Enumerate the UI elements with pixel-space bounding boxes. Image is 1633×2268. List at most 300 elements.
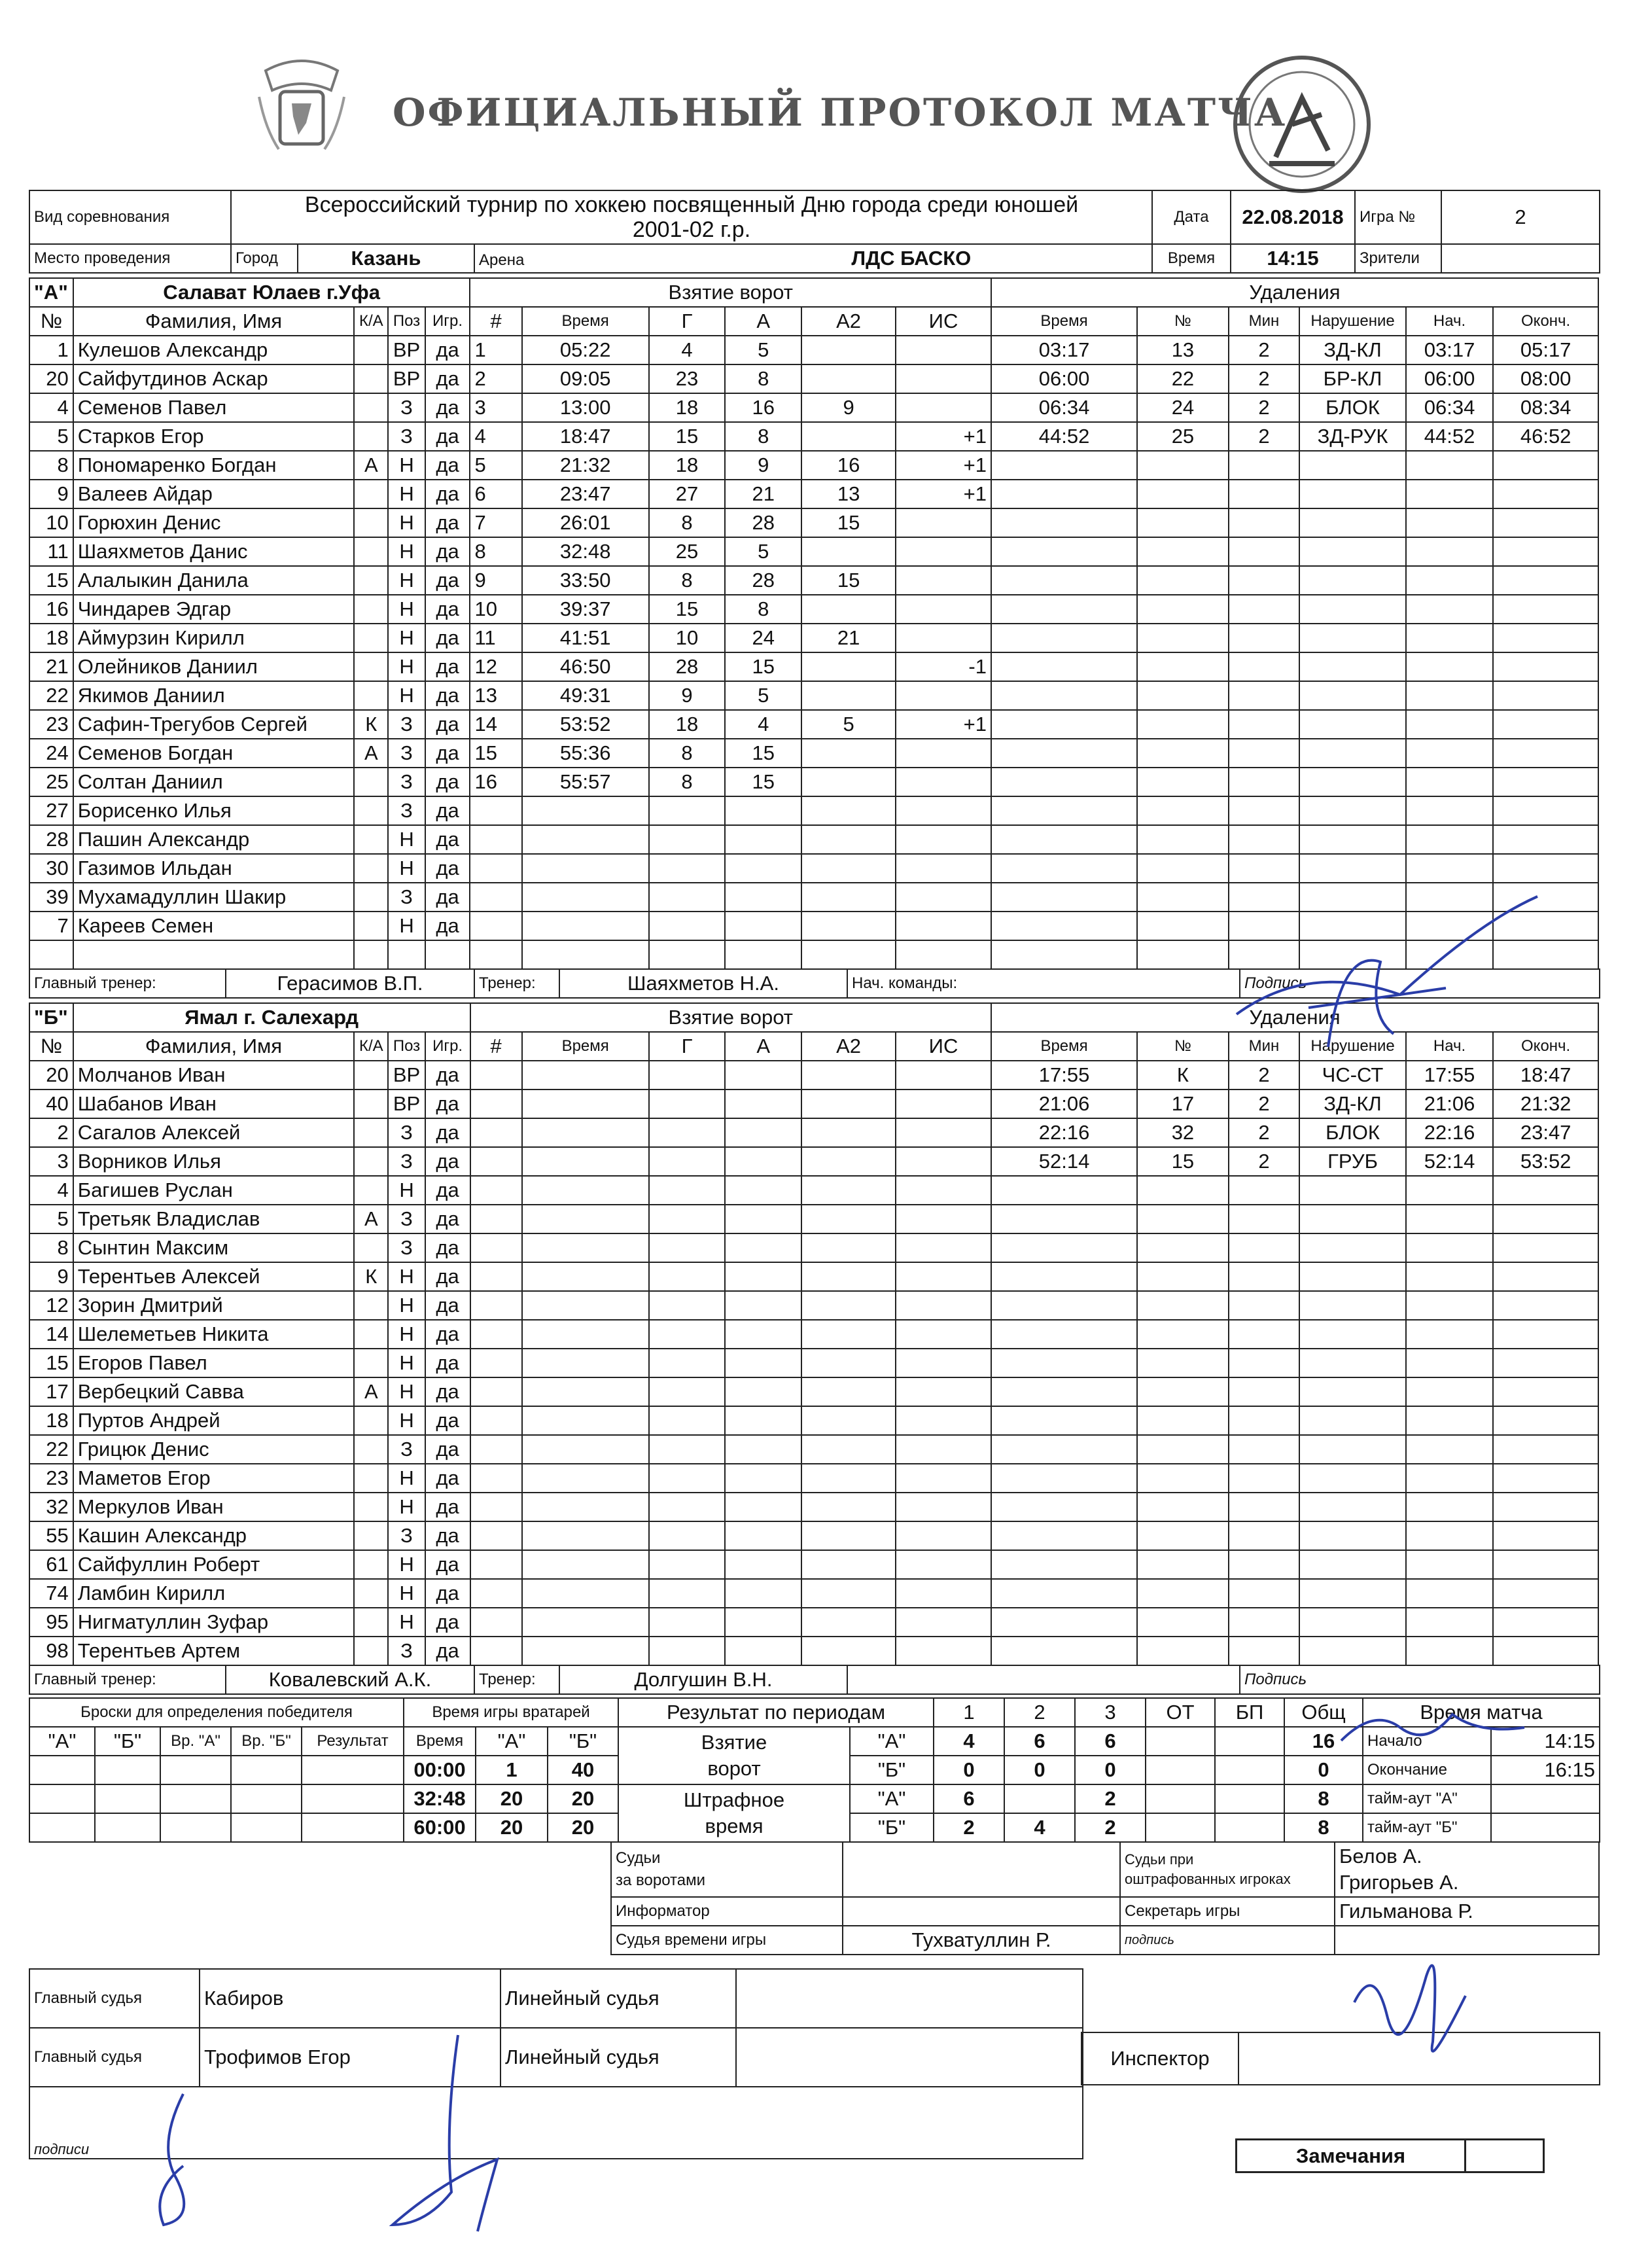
goal-assist1 bbox=[725, 1637, 801, 1665]
goal-strength bbox=[896, 508, 991, 537]
goal-assist1 bbox=[725, 1435, 801, 1464]
penalty-time bbox=[991, 912, 1137, 940]
player-position: ВР bbox=[388, 1090, 425, 1118]
goal-time: 23:47 bbox=[522, 480, 649, 508]
penalty-violation: БР-КЛ bbox=[1299, 364, 1406, 393]
goal-time bbox=[522, 854, 649, 883]
referee2-label: Главный судья bbox=[29, 2028, 200, 2087]
goal-assist1 bbox=[725, 1147, 801, 1176]
team-a-head-coach-label: Главный тренер: bbox=[29, 969, 226, 998]
goal-scorer bbox=[649, 1147, 726, 1176]
table-row bbox=[29, 1550, 1598, 1579]
referee-signature-2 bbox=[366, 2029, 523, 2238]
goal-assist1: 24 bbox=[725, 624, 801, 652]
col-number: № bbox=[29, 1032, 73, 1061]
goal-time: 09:05 bbox=[522, 364, 649, 393]
player-name: Вербецкий Савва bbox=[73, 1377, 355, 1406]
goal-number bbox=[470, 1176, 522, 1205]
penalty-player bbox=[1137, 1377, 1229, 1406]
goal-strength: +1 bbox=[896, 451, 991, 480]
player-position: ВР bbox=[388, 1061, 425, 1090]
shootout-header: Броски для определения победителя bbox=[29, 1698, 404, 1727]
goal-strength bbox=[896, 1233, 991, 1262]
penalty-end bbox=[1493, 508, 1598, 537]
goal-scorer bbox=[649, 1233, 726, 1262]
player-number: 32 bbox=[29, 1493, 73, 1521]
player-name: Пуртов Андрей bbox=[73, 1406, 355, 1435]
goal-number: 5 bbox=[470, 451, 521, 480]
goal-assist2: 21 bbox=[801, 624, 896, 652]
player-played: да bbox=[425, 1377, 470, 1406]
goal-assist2 bbox=[801, 883, 896, 912]
gk-row3-b: 20 bbox=[548, 1813, 618, 1842]
penalty-end bbox=[1493, 1579, 1598, 1608]
goal-time bbox=[522, 1118, 649, 1147]
player-played: да bbox=[425, 1233, 470, 1262]
player-name: Нигматуллин Зуфар bbox=[73, 1608, 355, 1637]
penalty-time: 17:55 bbox=[991, 1061, 1137, 1090]
penalty-time bbox=[991, 1291, 1137, 1320]
goal-assist2 bbox=[801, 768, 896, 796]
penalty-end: 53:52 bbox=[1493, 1147, 1598, 1176]
table-row bbox=[29, 1090, 1598, 1118]
goal-scorer bbox=[649, 1262, 726, 1291]
penalty-end: 08:34 bbox=[1493, 393, 1598, 422]
pim-a-ot bbox=[1146, 1784, 1215, 1813]
player-number: 18 bbox=[29, 1406, 73, 1435]
penalty-judges-value: Белов А. Григорьев А. bbox=[1335, 1842, 1599, 1897]
goal-time: 49:31 bbox=[522, 681, 649, 710]
penalty-time bbox=[991, 1637, 1137, 1665]
col-goal-time: Время bbox=[522, 307, 649, 336]
goal-time: 39:37 bbox=[522, 595, 649, 624]
team-a-penalties-header: Удаления bbox=[991, 278, 1598, 307]
pim-a-p1: 6 bbox=[934, 1784, 1004, 1813]
player-played: да bbox=[425, 768, 470, 796]
table-row bbox=[29, 1320, 1598, 1349]
goal-number: 2 bbox=[470, 364, 521, 393]
team-a-coach: Шаяхметов Н.А. bbox=[559, 969, 847, 998]
goal-number bbox=[470, 1205, 522, 1233]
player-played: да bbox=[425, 364, 470, 393]
team-b-letter: "Б" bbox=[29, 1003, 73, 1032]
player-played: да bbox=[425, 1205, 470, 1233]
team-b-coach: Долгушин В.Н. bbox=[559, 1665, 847, 1694]
player-name: Семенов Богдан bbox=[73, 739, 355, 768]
team-b-empty bbox=[847, 1665, 1240, 1694]
player-position: Н bbox=[388, 1349, 425, 1377]
player-number: 95 bbox=[29, 1608, 73, 1637]
secretary-value: Гильманова Р. bbox=[1335, 1897, 1599, 1926]
goal-number bbox=[470, 940, 521, 969]
table-row bbox=[29, 1579, 1598, 1608]
penalty-minutes bbox=[1229, 1205, 1299, 1233]
penalty-start bbox=[1406, 825, 1493, 854]
team-b-coach-signature bbox=[1335, 1701, 1531, 1754]
penalty-violation bbox=[1299, 1320, 1406, 1349]
player-position: З bbox=[388, 739, 425, 768]
table-row bbox=[29, 796, 1598, 825]
penalty-end bbox=[1493, 1521, 1598, 1550]
penalty-time bbox=[991, 940, 1137, 969]
goal-scorer: 4 bbox=[649, 336, 726, 364]
table-row bbox=[29, 1262, 1598, 1291]
player-name: Мухамадуллин Шакир bbox=[73, 883, 355, 912]
goal-number bbox=[470, 1435, 522, 1464]
goal-scorer bbox=[649, 1349, 726, 1377]
goal-time bbox=[522, 1608, 649, 1637]
team-a-table bbox=[29, 277, 1599, 970]
goal-assist1 bbox=[725, 854, 801, 883]
player-name: Чиндарев Эдгар bbox=[73, 595, 355, 624]
table-row bbox=[29, 1608, 1598, 1637]
penalty-start bbox=[1406, 1176, 1493, 1205]
penalty-end bbox=[1493, 1349, 1598, 1377]
player-name: Кулешов Александр bbox=[73, 336, 355, 364]
goal-assist2 bbox=[801, 1550, 896, 1579]
referee1-name: Кабиров bbox=[200, 1969, 500, 2028]
table-row bbox=[29, 566, 1598, 595]
goal-time: 05:22 bbox=[522, 336, 649, 364]
goal-scorer bbox=[649, 1521, 726, 1550]
secretary-signature-icon bbox=[1335, 1937, 1505, 2081]
table-row bbox=[29, 624, 1598, 652]
penalty-player bbox=[1137, 595, 1229, 624]
penalty-player bbox=[1137, 1608, 1229, 1637]
player-role bbox=[354, 624, 388, 652]
penalty-violation bbox=[1299, 451, 1406, 480]
penalty-start bbox=[1406, 1377, 1493, 1406]
player-played: да bbox=[425, 796, 470, 825]
penalty-end bbox=[1493, 796, 1598, 825]
goal-strength bbox=[896, 566, 991, 595]
goal-assist1 bbox=[725, 1320, 801, 1349]
goal-number: 6 bbox=[470, 480, 521, 508]
timeout-a-value bbox=[1491, 1784, 1600, 1813]
penalty-player bbox=[1137, 710, 1229, 739]
goal-number bbox=[470, 1579, 522, 1608]
penalty-minutes bbox=[1229, 1406, 1299, 1435]
player-role bbox=[354, 1176, 388, 1205]
player-role bbox=[354, 508, 388, 537]
goal-scorer: 8 bbox=[649, 768, 726, 796]
goal-number bbox=[470, 1608, 522, 1637]
goal-time bbox=[522, 1435, 649, 1464]
gk-row3-time: 60:00 bbox=[404, 1813, 476, 1842]
player-role bbox=[354, 393, 388, 422]
goal-strength: +1 bbox=[896, 710, 991, 739]
penalty-player bbox=[1137, 1176, 1229, 1205]
goal-scorer: 15 bbox=[649, 595, 726, 624]
player-position: Н bbox=[388, 1550, 425, 1579]
penalty-player bbox=[1137, 883, 1229, 912]
goal-time bbox=[522, 1493, 649, 1521]
col-goal-time: Время bbox=[522, 1032, 649, 1061]
goal-time: 55:36 bbox=[522, 739, 649, 768]
goal-assist1 bbox=[725, 1090, 801, 1118]
match-end: 16:15 bbox=[1491, 1756, 1600, 1784]
penalty-player bbox=[1137, 624, 1229, 652]
player-name: Ламбин Кирилл bbox=[73, 1579, 355, 1608]
penalty-start: 06:00 bbox=[1406, 364, 1493, 393]
match-time-header: Время матча bbox=[1363, 1698, 1600, 1727]
player-role bbox=[354, 681, 388, 710]
penalty-time bbox=[991, 451, 1137, 480]
goal-strength bbox=[896, 1349, 991, 1377]
table-row bbox=[29, 1118, 1598, 1147]
team-a-letter: "А" bbox=[29, 278, 73, 307]
goal-assist2 bbox=[801, 1493, 896, 1521]
player-played: да bbox=[425, 1061, 470, 1090]
penalty-violation bbox=[1299, 1464, 1406, 1493]
goal-assist1 bbox=[725, 1262, 801, 1291]
penalty-start bbox=[1406, 854, 1493, 883]
penalty-violation bbox=[1299, 1550, 1406, 1579]
signatures-label: подписи bbox=[29, 2087, 1083, 2159]
col-assist2: А2 bbox=[801, 307, 896, 336]
player-name: Аймурзин Кирилл bbox=[73, 624, 355, 652]
penalty-start: 21:06 bbox=[1406, 1090, 1493, 1118]
penalty-end: 23:47 bbox=[1493, 1118, 1598, 1147]
linesman2-label: Линейный судья bbox=[500, 2028, 736, 2087]
goal-scorer bbox=[649, 883, 726, 912]
penalty-start bbox=[1406, 710, 1493, 739]
goal-number bbox=[470, 1147, 522, 1176]
goal-scorer: 9 bbox=[649, 681, 726, 710]
penalty-end bbox=[1493, 1233, 1598, 1262]
penalty-time bbox=[991, 1406, 1137, 1435]
goal-strength bbox=[896, 912, 991, 940]
player-role bbox=[354, 1435, 388, 1464]
goal-scorer bbox=[649, 1435, 726, 1464]
goalkeeper-time-header: Время игры вратарей bbox=[404, 1698, 618, 1727]
penalty-violation bbox=[1299, 1406, 1406, 1435]
venue-table bbox=[29, 243, 1600, 274]
team-a-coach-label: Тренер: bbox=[474, 969, 559, 998]
penalty-time bbox=[991, 1205, 1137, 1233]
player-position: Н bbox=[388, 508, 425, 537]
goal-time bbox=[522, 1377, 649, 1406]
goal-assist1 bbox=[725, 1205, 801, 1233]
player-role bbox=[354, 768, 388, 796]
informator-value bbox=[843, 1897, 1120, 1926]
goal-scorer bbox=[649, 1176, 726, 1205]
penalty-violation bbox=[1299, 1205, 1406, 1233]
goal-strength bbox=[896, 624, 991, 652]
pim-b-ot bbox=[1146, 1813, 1215, 1842]
penalty-judges-label: Судьи при оштрафованных игроках bbox=[1120, 1842, 1335, 1897]
penalty-player bbox=[1137, 1349, 1229, 1377]
referee-signature-1 bbox=[144, 2087, 216, 2231]
player-number: 22 bbox=[29, 1435, 73, 1464]
penalty-minutes bbox=[1229, 1176, 1299, 1205]
goal-assist1 bbox=[725, 1493, 801, 1521]
table-row bbox=[29, 768, 1598, 796]
goal-assist1 bbox=[725, 883, 801, 912]
penalty-violation bbox=[1299, 710, 1406, 739]
player-number: 21 bbox=[29, 652, 73, 681]
penalty-violation bbox=[1299, 1233, 1406, 1262]
goal-assist1 bbox=[725, 796, 801, 825]
goal-scorer bbox=[649, 1090, 726, 1118]
player-played: да bbox=[425, 451, 470, 480]
goal-assist1 bbox=[725, 1464, 801, 1493]
competition-name: Всероссийский турнир по хоккею посвященный Дню города среди юношей 2001-02 г.р. bbox=[231, 190, 1152, 244]
goal-time: 53:52 bbox=[522, 710, 649, 739]
goal-assist2 bbox=[801, 652, 896, 681]
goal-assist2 bbox=[801, 1579, 896, 1608]
col-name: Фамилия, Имя bbox=[73, 307, 355, 336]
penalty-minutes bbox=[1229, 1233, 1299, 1262]
player-played: да bbox=[425, 537, 470, 566]
player-name: Алалыкин Данила bbox=[73, 566, 355, 595]
goal-strength bbox=[896, 336, 991, 364]
player-number: 22 bbox=[29, 681, 73, 710]
penalty-time bbox=[991, 508, 1137, 537]
player-number: 3 bbox=[29, 1147, 73, 1176]
table-row bbox=[29, 1406, 1598, 1435]
goal-strength bbox=[896, 364, 991, 393]
goal-time bbox=[522, 1205, 649, 1233]
goal-time bbox=[522, 796, 649, 825]
pim-label: Штрафное время bbox=[618, 1784, 850, 1842]
col-strength: ИС bbox=[896, 307, 991, 336]
goal-time bbox=[522, 1061, 649, 1090]
player-position: З bbox=[388, 1118, 425, 1147]
player-role bbox=[354, 854, 388, 883]
penalty-end bbox=[1493, 1377, 1598, 1406]
player-played: да bbox=[425, 1521, 470, 1550]
player-position: Н bbox=[388, 1579, 425, 1608]
player-role bbox=[354, 1320, 388, 1349]
penalty-player bbox=[1137, 1637, 1229, 1665]
player-number: 23 bbox=[29, 710, 73, 739]
informator-label: Информатор bbox=[611, 1897, 843, 1926]
goal-scorer: 10 bbox=[649, 624, 726, 652]
goal-assist2 bbox=[801, 422, 896, 451]
goal-number bbox=[470, 796, 521, 825]
player-played: да bbox=[425, 1550, 470, 1579]
linesman1-label: Линейный судья bbox=[500, 1969, 736, 2028]
goal-scorer bbox=[649, 940, 726, 969]
game-number-label: Игра № bbox=[1355, 190, 1441, 244]
penalty-time bbox=[991, 1521, 1137, 1550]
gk-row1-b: 40 bbox=[548, 1756, 618, 1784]
col-pen-min: Мин bbox=[1229, 307, 1299, 336]
col-scorer: Г bbox=[649, 1032, 726, 1061]
penalty-violation bbox=[1299, 1377, 1406, 1406]
goal-scorer bbox=[649, 1205, 726, 1233]
goal-number bbox=[470, 1291, 522, 1320]
period-result-header: Результат по периодам bbox=[618, 1698, 934, 1727]
gk-col-b: "Б" bbox=[548, 1727, 618, 1756]
player-name: Пономаренко Богдан bbox=[73, 451, 355, 480]
penalty-end: 18:47 bbox=[1493, 1061, 1598, 1090]
player-role: К bbox=[354, 1262, 388, 1291]
team-a-rows bbox=[29, 336, 1598, 969]
penalty-start bbox=[1406, 1349, 1493, 1377]
player-number: 8 bbox=[29, 1233, 73, 1262]
penalty-violation: ЧС-СТ bbox=[1299, 1061, 1406, 1090]
goal-assist2 bbox=[801, 739, 896, 768]
player-name: Сафин-Трегубов Сергей bbox=[73, 710, 355, 739]
penalty-start bbox=[1406, 508, 1493, 537]
col-pen-end: Оконч. bbox=[1493, 1032, 1598, 1061]
player-position: Н bbox=[388, 1377, 425, 1406]
penalty-start bbox=[1406, 1406, 1493, 1435]
player-role bbox=[354, 566, 388, 595]
penalty-time bbox=[991, 710, 1137, 739]
penalty-minutes bbox=[1229, 451, 1299, 480]
pim-a-so bbox=[1215, 1784, 1284, 1813]
goal-assist1: 15 bbox=[725, 652, 801, 681]
penalty-player bbox=[1137, 1291, 1229, 1320]
goal-scorer bbox=[649, 1579, 726, 1608]
goal-strength bbox=[896, 1579, 991, 1608]
goal-assist2 bbox=[801, 796, 896, 825]
table-row bbox=[29, 393, 1598, 422]
goal-number: 7 bbox=[470, 508, 521, 537]
col-number: № bbox=[29, 307, 73, 336]
goal-time bbox=[522, 1176, 649, 1205]
player-played: да bbox=[425, 1176, 470, 1205]
goal-number: 12 bbox=[470, 652, 521, 681]
pim-a-total: 8 bbox=[1284, 1784, 1363, 1813]
player-role bbox=[354, 595, 388, 624]
goal-number: 13 bbox=[470, 681, 521, 710]
player-position: З bbox=[388, 1435, 425, 1464]
player-name: Якимов Даниил bbox=[73, 681, 355, 710]
table-row bbox=[29, 739, 1598, 768]
player-position: Н bbox=[388, 537, 425, 566]
goal-assist2 bbox=[801, 1090, 896, 1118]
col-strength: ИС bbox=[896, 1032, 991, 1061]
player-role bbox=[354, 1521, 388, 1550]
player-position: Н bbox=[388, 854, 425, 883]
penalty-end bbox=[1493, 1637, 1598, 1665]
penalty-time: 44:52 bbox=[991, 422, 1137, 451]
shootout-col-time-a: Вр. "А" bbox=[160, 1727, 231, 1756]
timeout-b-value bbox=[1491, 1813, 1600, 1842]
table-row bbox=[29, 451, 1598, 480]
goal-strength bbox=[896, 1176, 991, 1205]
goal-assist2 bbox=[801, 1521, 896, 1550]
goal-assist2 bbox=[801, 364, 896, 393]
col-pen-start: Нач. bbox=[1406, 1032, 1493, 1061]
goal-time bbox=[522, 1233, 649, 1262]
player-position: З bbox=[388, 710, 425, 739]
penalty-player: К bbox=[1137, 1061, 1229, 1090]
table-row bbox=[29, 480, 1598, 508]
penalty-end bbox=[1493, 854, 1598, 883]
player-played: да bbox=[425, 1349, 470, 1377]
match-start-label: Начало bbox=[1363, 1727, 1491, 1756]
place-label: Место проведения bbox=[29, 244, 231, 273]
goal-time: 32:48 bbox=[522, 537, 649, 566]
goal-strength bbox=[896, 1205, 991, 1233]
goal-time bbox=[522, 1147, 649, 1176]
penalty-player bbox=[1137, 1493, 1229, 1521]
penalty-time bbox=[991, 1176, 1137, 1205]
penalty-player bbox=[1137, 508, 1229, 537]
goal-number bbox=[470, 1320, 522, 1349]
goal-assist1: 15 bbox=[725, 768, 801, 796]
penalty-violation: ЗД-КЛ bbox=[1299, 1090, 1406, 1118]
player-role bbox=[354, 1550, 388, 1579]
player-number: 5 bbox=[29, 422, 73, 451]
match-info-table bbox=[29, 190, 1600, 245]
pim-b-p3: 2 bbox=[1075, 1813, 1146, 1842]
